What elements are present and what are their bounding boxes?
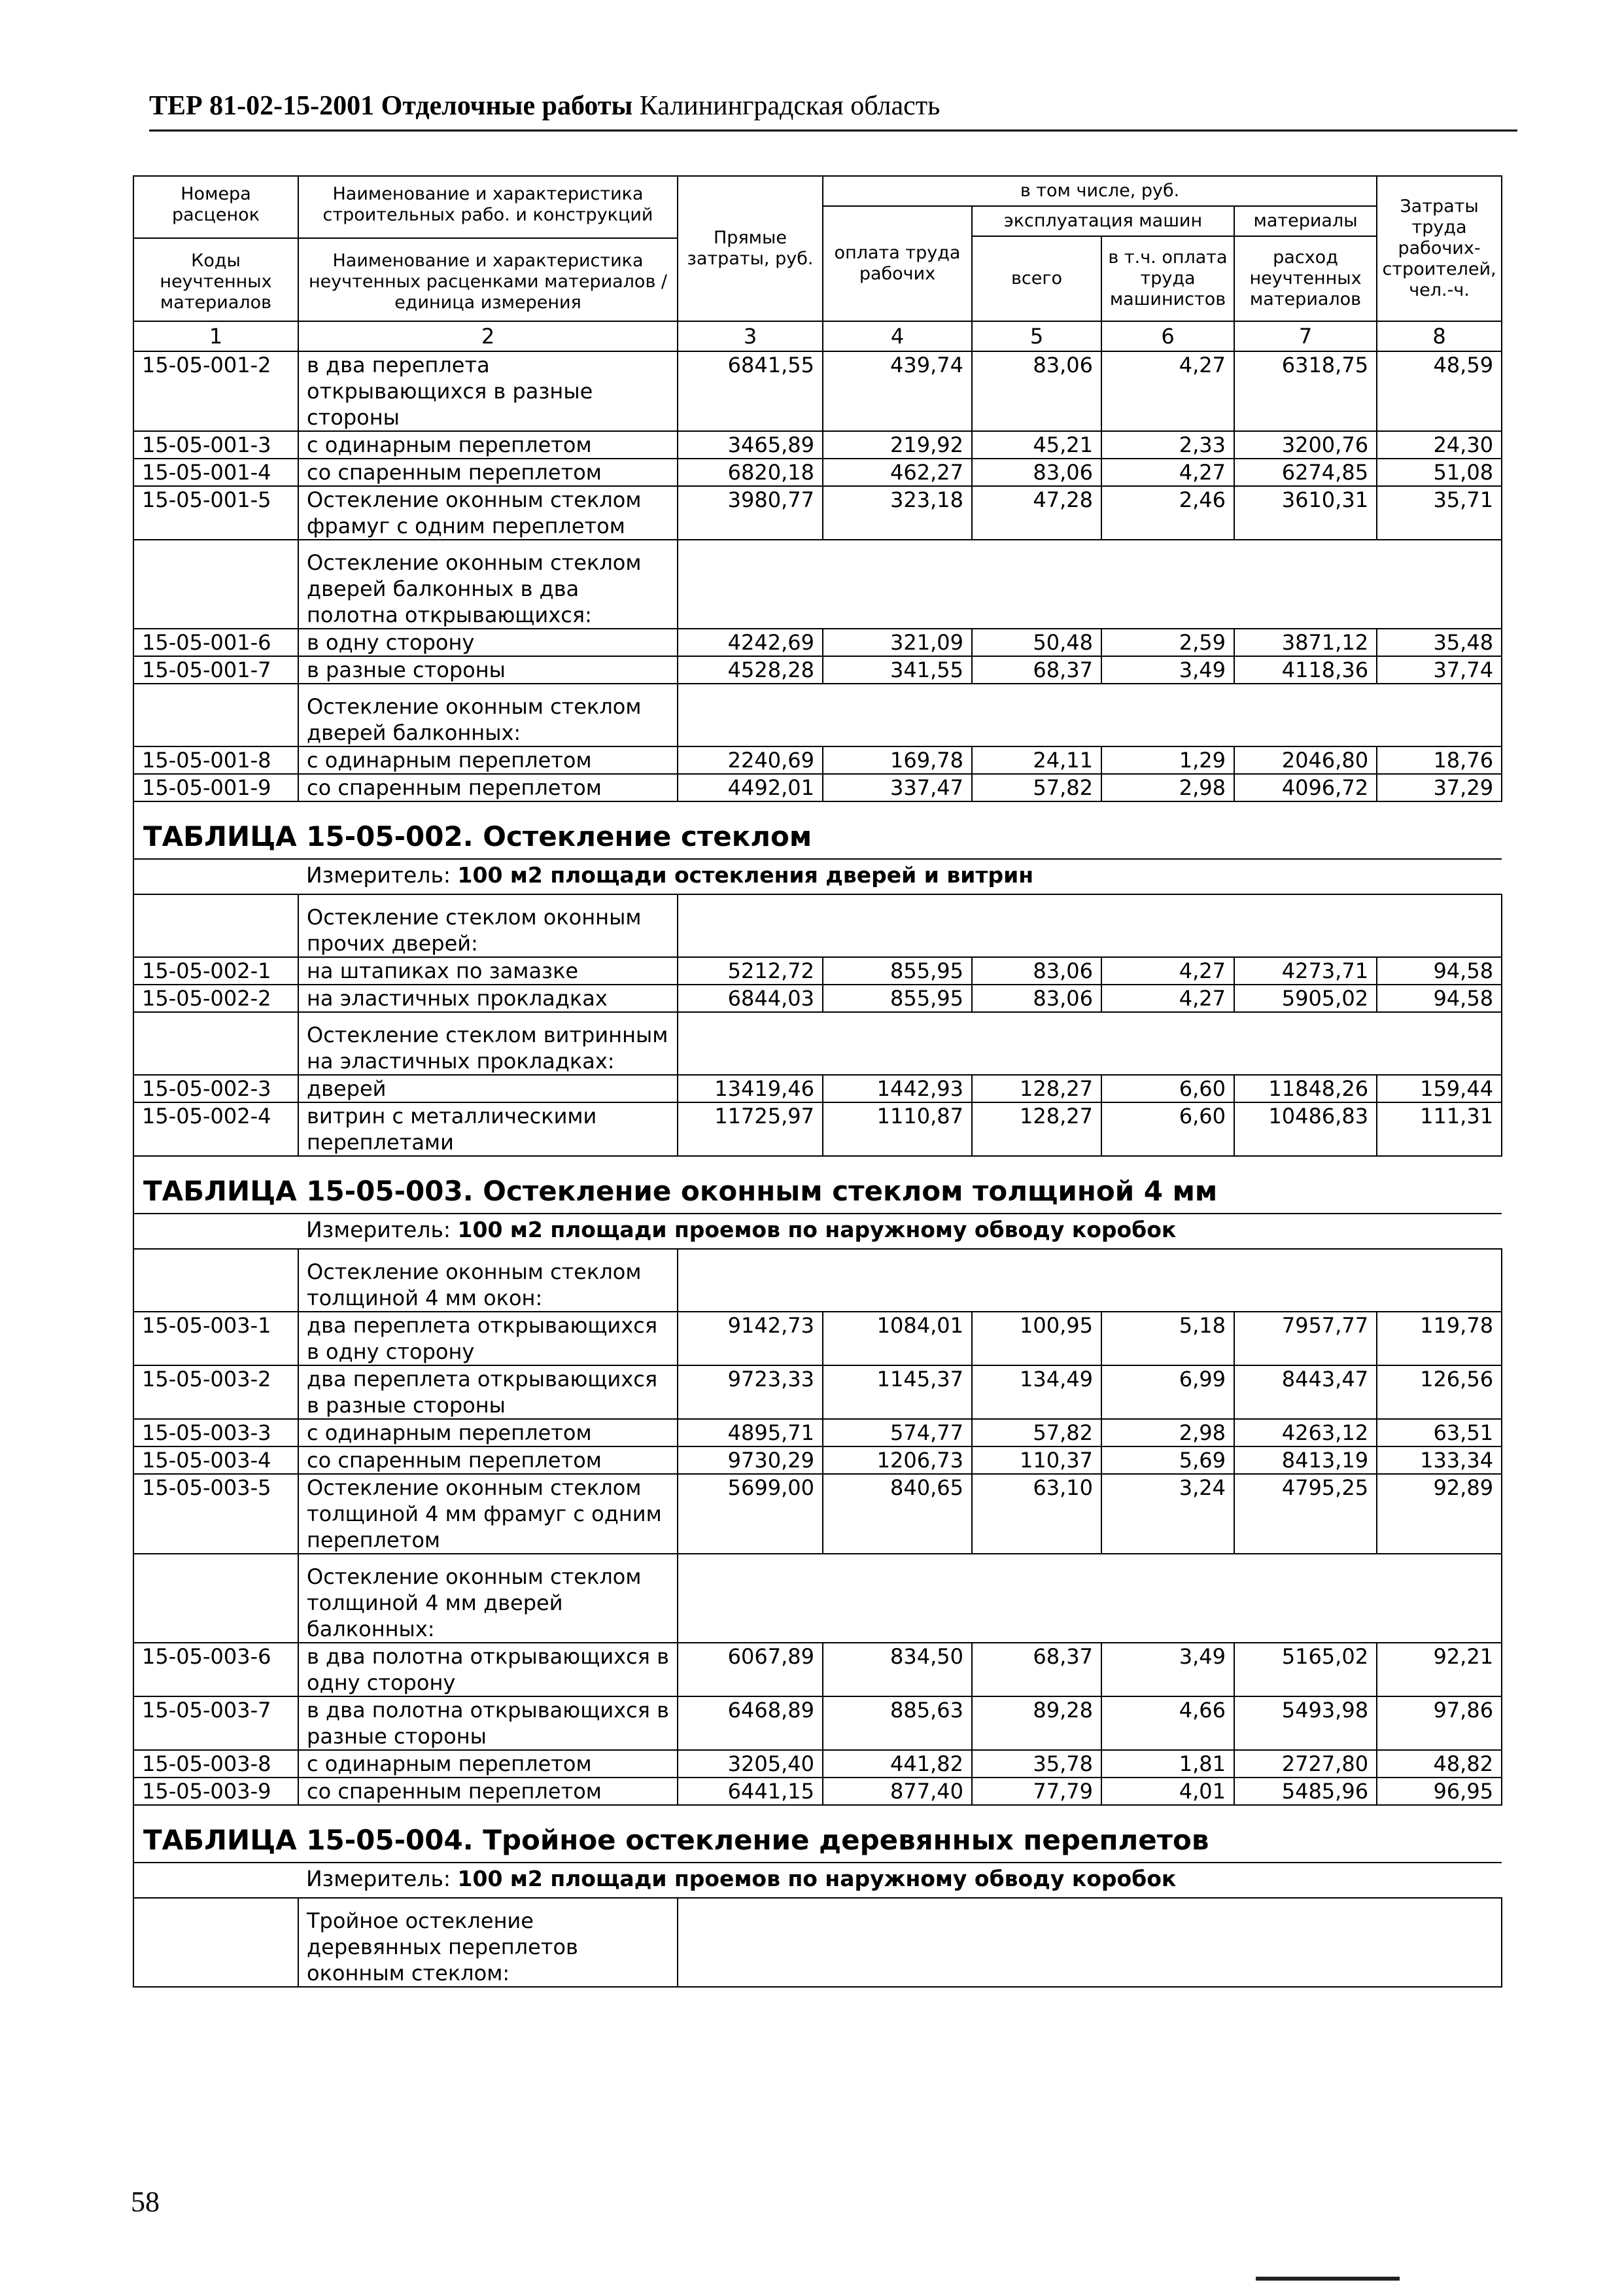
value-col-7: 4273,71 — [1234, 957, 1377, 985]
section-title: ТАБЛИЦА 15-05-002. Остекление стеклом — [133, 801, 1502, 859]
value-col-8: 92,89 — [1377, 1474, 1502, 1554]
header-rule — [149, 130, 1517, 131]
empty-cell — [133, 894, 298, 957]
work-name: с одинарным переплетом — [298, 1419, 678, 1446]
group-note: Остекление оконным стеклом дверей балконных в два полотна открывающихся: — [298, 540, 678, 629]
value-col-4: 855,95 — [823, 985, 972, 1012]
value-col-5: 68,37 — [972, 1643, 1101, 1696]
value-col-5: 128,27 — [972, 1102, 1101, 1156]
table-row — [133, 957, 1502, 985]
value-col-4: 877,40 — [823, 1778, 972, 1805]
empty-cell — [133, 1554, 298, 1643]
col-number: 1 — [133, 321, 298, 351]
value-col-8: 133,34 — [1377, 1446, 1502, 1474]
rate-code: 15-05-001-9 — [133, 774, 298, 801]
value-col-5: 57,82 — [972, 774, 1101, 801]
meter-value: 100 м2 площади проемов по наружному обводу коробок — [457, 1866, 1177, 1891]
rate-code: 15-05-001-6 — [133, 629, 298, 656]
page-number: 58 — [131, 2186, 160, 2218]
value-col-3: 13419,46 — [678, 1075, 823, 1102]
value-col-6: 5,69 — [1101, 1446, 1234, 1474]
rate-code: 15-05-002-4 — [133, 1102, 298, 1156]
col-number: 6 — [1101, 321, 1234, 351]
group-note: Остекление стеклом оконным прочих дверей: — [298, 894, 678, 957]
value-col-5: 83,06 — [972, 351, 1101, 431]
value-col-5: 83,06 — [972, 459, 1101, 486]
rate-code: 15-05-003-8 — [133, 1750, 298, 1778]
value-col-4: 337,47 — [823, 774, 972, 801]
rate-code: 15-05-002-2 — [133, 985, 298, 1012]
group-note-row — [133, 540, 1502, 629]
value-col-4: 840,65 — [823, 1474, 972, 1554]
value-col-6: 4,27 — [1101, 985, 1234, 1012]
group-note: Остекление оконным стеклом толщиной 4 мм окон: — [298, 1249, 678, 1312]
work-name: в два переплета открывающихся в разные стороны — [298, 351, 678, 431]
value-col-6: 3,49 — [1101, 656, 1234, 684]
value-col-5: 50,48 — [972, 629, 1101, 656]
table-row — [133, 1075, 1502, 1102]
value-col-8: 111,31 — [1377, 1102, 1502, 1156]
work-name: с одинарным переплетом — [298, 1750, 678, 1778]
value-col-5: 35,78 — [972, 1750, 1101, 1778]
value-col-6: 2,33 — [1101, 431, 1234, 459]
value-col-8: 37,29 — [1377, 774, 1502, 801]
value-col-7: 5485,96 — [1234, 1778, 1377, 1805]
value-col-3: 11725,97 — [678, 1102, 823, 1156]
value-col-7: 6274,85 — [1234, 459, 1377, 486]
work-name: в одну сторону — [298, 629, 678, 656]
value-col-6: 3,24 — [1101, 1474, 1234, 1554]
table-row — [133, 746, 1502, 774]
value-col-8: 18,76 — [1377, 746, 1502, 774]
value-col-8: 126,56 — [1377, 1365, 1502, 1419]
value-col-4: 1206,73 — [823, 1446, 972, 1474]
rate-code: 15-05-003-9 — [133, 1778, 298, 1805]
value-col-3: 6841,55 — [678, 351, 823, 431]
work-name: в разные стороны — [298, 656, 678, 684]
section-title-row — [133, 801, 1502, 859]
empty-cell — [678, 894, 1502, 957]
value-col-4: 169,78 — [823, 746, 972, 774]
empty-cell — [133, 540, 298, 629]
value-col-8: 159,44 — [1377, 1075, 1502, 1102]
group-note: Остекление оконным стеклом дверей балконных: — [298, 684, 678, 746]
rate-code: 15-05-003-1 — [133, 1312, 298, 1365]
meter-row — [133, 1863, 1502, 1898]
col1-bottom-label: Коды неучтенных материалов — [160, 251, 272, 313]
document-code: ТЕР 81-02-15-2001 — [149, 91, 375, 121]
value-col-5: 47,28 — [972, 486, 1101, 540]
value-col-5: 45,21 — [972, 431, 1101, 459]
col-header-names — [298, 176, 678, 321]
group-note-row — [133, 1012, 1502, 1075]
value-col-8: 48,59 — [1377, 351, 1502, 431]
table-row — [133, 1102, 1502, 1156]
value-col-4: 574,77 — [823, 1419, 972, 1446]
meter-text — [298, 1863, 1502, 1898]
empty-cell — [678, 1898, 1502, 1987]
value-col-4: 219,92 — [823, 431, 972, 459]
value-col-5: 134,49 — [972, 1365, 1101, 1419]
value-col-7: 3871,12 — [1234, 629, 1377, 656]
value-col-7: 5165,02 — [1234, 1643, 1377, 1696]
empty-cell — [678, 684, 1502, 746]
value-col-3: 4528,28 — [678, 656, 823, 684]
col-header-operators-wages: в т.ч. оплата труда машинистов — [1101, 236, 1234, 321]
table-row — [133, 486, 1502, 540]
value-col-4: 834,50 — [823, 1643, 972, 1696]
value-col-7: 7957,77 — [1234, 1312, 1377, 1365]
section-title-row — [133, 1156, 1502, 1214]
value-col-6: 5,18 — [1101, 1312, 1234, 1365]
value-col-5: 83,06 — [972, 985, 1101, 1012]
col-header-materials: материалы — [1234, 206, 1377, 236]
meter-label: Измеритель: — [306, 862, 451, 888]
rate-code: 15-05-003-7 — [133, 1696, 298, 1750]
value-col-7: 4118,36 — [1234, 656, 1377, 684]
value-col-7: 5493,98 — [1234, 1696, 1377, 1750]
table-row — [133, 1365, 1502, 1419]
value-col-6: 4,27 — [1101, 459, 1234, 486]
value-col-7: 2046,80 — [1234, 746, 1377, 774]
work-name: витрин с металлическими переплетами — [298, 1102, 678, 1156]
value-col-3: 5699,00 — [678, 1474, 823, 1554]
value-col-6: 4,27 — [1101, 957, 1234, 985]
value-col-4: 855,95 — [823, 957, 972, 985]
value-col-6: 2,98 — [1101, 1419, 1234, 1446]
document-section: Отделочные работы — [381, 91, 633, 121]
section-title: ТАБЛИЦА 15-05-003. Остекление оконным стеклом толщиной 4 мм — [133, 1156, 1502, 1214]
meter-value: 100 м2 площади проемов по наружному обводу коробок — [457, 1217, 1177, 1242]
value-col-3: 6441,15 — [678, 1778, 823, 1805]
work-name: со спаренным переплетом — [298, 774, 678, 801]
section-title-row — [133, 1805, 1502, 1863]
value-col-5: 24,11 — [972, 746, 1101, 774]
rate-code: 15-05-003-2 — [133, 1365, 298, 1419]
value-col-4: 323,18 — [823, 486, 972, 540]
running-header — [149, 90, 940, 122]
value-col-8: 96,95 — [1377, 1778, 1502, 1805]
value-col-6: 2,98 — [1101, 774, 1234, 801]
value-col-4: 1442,93 — [823, 1075, 972, 1102]
rate-code: 15-05-001-8 — [133, 746, 298, 774]
value-col-6: 3,49 — [1101, 1643, 1234, 1696]
group-note-row — [133, 894, 1502, 957]
empty-cell — [133, 859, 298, 894]
value-col-3: 4895,71 — [678, 1419, 823, 1446]
value-col-5: 63,10 — [972, 1474, 1101, 1554]
value-col-3: 5212,72 — [678, 957, 823, 985]
empty-cell — [678, 540, 1502, 629]
table-row — [133, 656, 1502, 684]
price-table — [133, 175, 1502, 1988]
value-col-5: 89,28 — [972, 1696, 1101, 1750]
value-col-6: 6,99 — [1101, 1365, 1234, 1419]
work-name: со спаренным переплетом — [298, 1446, 678, 1474]
col-header-machines-total: всего — [972, 236, 1101, 321]
value-col-6: 6,60 — [1101, 1075, 1234, 1102]
empty-cell — [133, 684, 298, 746]
table-row — [133, 629, 1502, 656]
group-note-row — [133, 684, 1502, 746]
col-header-wages: оплата труда рабочих — [823, 206, 972, 321]
meter-row — [133, 1214, 1502, 1249]
value-col-4: 1084,01 — [823, 1312, 972, 1365]
value-col-7: 3610,31 — [1234, 486, 1377, 540]
col-header-direct-costs: Прямые затраты, руб. — [678, 176, 823, 321]
value-col-8: 51,08 — [1377, 459, 1502, 486]
value-col-7: 3200,76 — [1234, 431, 1377, 459]
col-number: 3 — [678, 321, 823, 351]
value-col-5: 57,82 — [972, 1419, 1101, 1446]
value-col-8: 37,74 — [1377, 656, 1502, 684]
value-col-6: 1,29 — [1101, 746, 1234, 774]
rate-code: 15-05-001-4 — [133, 459, 298, 486]
value-col-7: 4263,12 — [1234, 1419, 1377, 1446]
value-col-3: 6820,18 — [678, 459, 823, 486]
value-col-3: 6468,89 — [678, 1696, 823, 1750]
col2-bottom-label: Наименование и характеристика неучтенных расценками материалов / единица измерения — [308, 251, 668, 313]
meter-row — [133, 859, 1502, 894]
col1-top-label: Номера расценок — [134, 184, 298, 239]
rate-code: 15-05-001-7 — [133, 656, 298, 684]
work-name: два переплета открывающихся в одну сторону — [298, 1312, 678, 1365]
table-row — [133, 1778, 1502, 1805]
group-note-row — [133, 1554, 1502, 1643]
empty-cell — [678, 1554, 1502, 1643]
value-col-7: 10486,83 — [1234, 1102, 1377, 1156]
value-col-3: 9730,29 — [678, 1446, 823, 1474]
value-col-5: 68,37 — [972, 656, 1101, 684]
meter-label: Измеритель: — [306, 1217, 451, 1242]
value-col-8: 94,58 — [1377, 985, 1502, 1012]
section-title: ТАБЛИЦА 15-05-004. Тройное остекление деревянных переплетов — [133, 1805, 1502, 1863]
col-number: 2 — [298, 321, 678, 351]
work-name: на штапиках по замазке — [298, 957, 678, 985]
work-name: на эластичных прокладках — [298, 985, 678, 1012]
value-col-7: 6318,75 — [1234, 351, 1377, 431]
work-name: со спаренным переплетом — [298, 1778, 678, 1805]
value-col-7: 8443,47 — [1234, 1365, 1377, 1419]
value-col-5: 128,27 — [972, 1075, 1101, 1102]
value-col-3: 6067,89 — [678, 1643, 823, 1696]
table-row — [133, 431, 1502, 459]
work-name: Остекление оконным стеклом толщиной 4 мм фрамуг с одним переплетом — [298, 1474, 678, 1554]
value-col-8: 35,71 — [1377, 486, 1502, 540]
col-number: 7 — [1234, 321, 1377, 351]
value-col-8: 24,30 — [1377, 431, 1502, 459]
value-col-5: 100,95 — [972, 1312, 1101, 1365]
col-header-machines: эксплуатация машин — [972, 206, 1234, 236]
col-header-labor: Затраты труда рабочих-строителей, чел.-ч. — [1377, 176, 1502, 321]
value-col-3: 9142,73 — [678, 1312, 823, 1365]
value-col-8: 63,51 — [1377, 1419, 1502, 1446]
meter-text — [298, 859, 1502, 894]
rate-code: 15-05-002-1 — [133, 957, 298, 985]
value-col-3: 3980,77 — [678, 486, 823, 540]
header-row-1 — [133, 176, 1502, 206]
col-number: 8 — [1377, 321, 1502, 351]
value-col-6: 2,46 — [1101, 486, 1234, 540]
value-col-7: 5905,02 — [1234, 985, 1377, 1012]
col-header-in-total: в том числе, руб. — [823, 176, 1377, 206]
table-row — [133, 351, 1502, 431]
value-col-3: 9723,33 — [678, 1365, 823, 1419]
empty-cell — [133, 1898, 298, 1987]
value-col-8: 97,86 — [1377, 1696, 1502, 1750]
empty-cell — [133, 1012, 298, 1075]
value-col-3: 3465,89 — [678, 431, 823, 459]
empty-cell — [133, 1249, 298, 1312]
rate-code: 15-05-002-3 — [133, 1075, 298, 1102]
empty-cell — [678, 1012, 1502, 1075]
work-name: со спаренным переплетом — [298, 459, 678, 486]
work-name: два переплета открывающихся в разные стороны — [298, 1365, 678, 1419]
table-row — [133, 1750, 1502, 1778]
table-row — [133, 1446, 1502, 1474]
value-col-4: 441,82 — [823, 1750, 972, 1778]
group-note: Остекление оконным стеклом толщиной 4 мм дверей балконных: — [298, 1554, 678, 1643]
value-col-6: 2,59 — [1101, 629, 1234, 656]
value-col-4: 462,27 — [823, 459, 972, 486]
work-name: дверей — [298, 1075, 678, 1102]
table-row — [133, 1643, 1502, 1696]
table-row — [133, 1312, 1502, 1365]
rate-code: 15-05-001-2 — [133, 351, 298, 431]
col-header-material-usage: расход неучтенных материалов — [1234, 236, 1377, 321]
rate-code: 15-05-003-3 — [133, 1419, 298, 1446]
value-col-6: 4,66 — [1101, 1696, 1234, 1750]
work-name: в два полотна открывающихся в разные стороны — [298, 1696, 678, 1750]
corner-mark — [1256, 2277, 1400, 2281]
col-number: 4 — [823, 321, 972, 351]
value-col-8: 119,78 — [1377, 1312, 1502, 1365]
value-col-3: 6844,03 — [678, 985, 823, 1012]
value-col-8: 48,82 — [1377, 1750, 1502, 1778]
value-col-7: 4795,25 — [1234, 1474, 1377, 1554]
empty-cell — [678, 1249, 1502, 1312]
group-note: Остекление стеклом витринным на эластичных прокладках: — [298, 1012, 678, 1075]
group-note-row — [133, 1249, 1502, 1312]
value-col-4: 341,55 — [823, 656, 972, 684]
table-row — [133, 985, 1502, 1012]
group-note-row — [133, 1898, 1502, 1987]
value-col-6: 4,27 — [1101, 351, 1234, 431]
meter-value: 100 м2 площади остекления дверей и витрин — [457, 862, 1034, 888]
work-name: с одинарным переплетом — [298, 746, 678, 774]
work-name: Остекление оконным стеклом фрамуг с одним переплетом — [298, 486, 678, 540]
table-row — [133, 1696, 1502, 1750]
value-col-7: 11848,26 — [1234, 1075, 1377, 1102]
value-col-3: 2240,69 — [678, 746, 823, 774]
value-col-4: 1110,87 — [823, 1102, 972, 1156]
value-col-4: 439,74 — [823, 351, 972, 431]
rate-code: 15-05-003-4 — [133, 1446, 298, 1474]
rate-code: 15-05-001-3 — [133, 431, 298, 459]
value-col-4: 885,63 — [823, 1696, 972, 1750]
rate-code: 15-05-001-5 — [133, 486, 298, 540]
value-col-4: 321,09 — [823, 629, 972, 656]
table-row — [133, 459, 1502, 486]
value-col-7: 4096,72 — [1234, 774, 1377, 801]
value-col-8: 94,58 — [1377, 957, 1502, 985]
document-region: Калининградская область — [639, 91, 941, 121]
empty-cell — [133, 1214, 298, 1249]
value-col-8: 35,48 — [1377, 629, 1502, 656]
table-row — [133, 1474, 1502, 1554]
meter-label: Измеритель: — [306, 1866, 451, 1891]
col-number: 5 — [972, 321, 1101, 351]
work-name: с одинарным переплетом — [298, 431, 678, 459]
rate-code: 15-05-003-6 — [133, 1643, 298, 1696]
column-number-row — [133, 321, 1502, 351]
value-col-6: 1,81 — [1101, 1750, 1234, 1778]
value-col-8: 92,21 — [1377, 1643, 1502, 1696]
empty-cell — [133, 1863, 298, 1898]
col-header-codes — [133, 176, 298, 321]
value-col-4: 1145,37 — [823, 1365, 972, 1419]
value-col-5: 110,37 — [972, 1446, 1101, 1474]
value-col-6: 4,01 — [1101, 1778, 1234, 1805]
group-note: Тройное остекление деревянных переплетов оконным стеклом: — [298, 1898, 678, 1987]
value-col-5: 83,06 — [972, 957, 1101, 985]
value-col-7: 2727,80 — [1234, 1750, 1377, 1778]
value-col-3: 4242,69 — [678, 629, 823, 656]
work-name: в два полотна открывающихся в одну сторону — [298, 1643, 678, 1696]
meter-text — [298, 1214, 1502, 1249]
value-col-3: 3205,40 — [678, 1750, 823, 1778]
col2-top-label: Наименование и характеристика строительных рабо. и конструкций — [299, 184, 677, 239]
table-row — [133, 1419, 1502, 1446]
value-col-6: 6,60 — [1101, 1102, 1234, 1156]
value-col-7: 8413,19 — [1234, 1446, 1377, 1474]
table-row — [133, 774, 1502, 801]
rate-code: 15-05-003-5 — [133, 1474, 298, 1554]
value-col-5: 77,79 — [972, 1778, 1101, 1805]
value-col-3: 4492,01 — [678, 774, 823, 801]
